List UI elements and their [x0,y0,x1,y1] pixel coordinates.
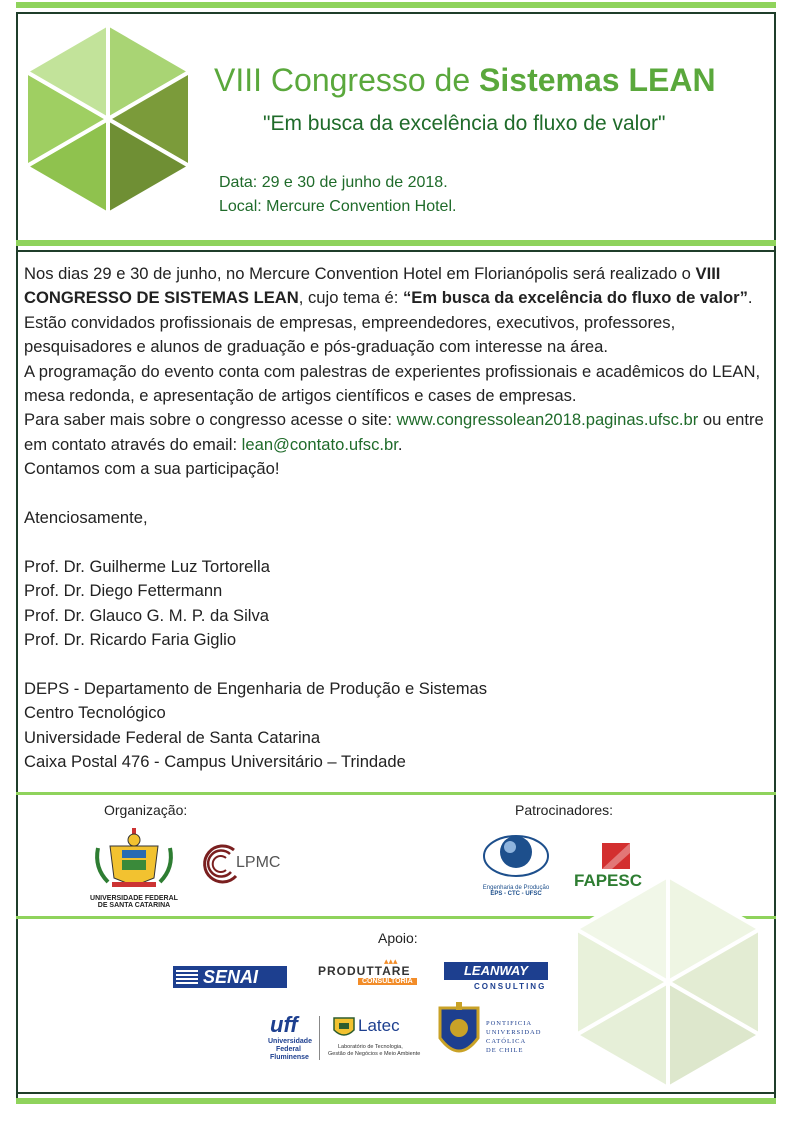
website-link[interactable]: www.congressolean2018.paginas.ufsc.br [396,410,699,430]
top-dark-line [16,12,776,14]
greeting: Atenciosamente, [24,508,148,528]
header-divider-bar [16,240,776,246]
puc-chile-logo [436,1002,546,1064]
latec-sub-2: Gestão de Negócios e Meio Ambiente [328,1051,421,1057]
program-paragraph: A programação do evento conta com palestras de experientes profissionais e acadêmicos do LEAN, mesa redonda, e apresentação de artigos científicos e cases de empresas. [24,361,761,406]
patrocinadores-label: Patrocinadores: [515,802,614,818]
eps-globe-icon [478,830,554,880]
hexagon-watermark [568,872,768,1092]
invite-paragraph: Estão convidados profissionais de empresas, empreendedores, executivos, professores, pesquisadores e alunos de graduação e pós-graduação com interesse na área. [24,312,676,357]
produttare-sub: CONSULTORIA [358,978,417,985]
latec-sub-1: Laboratório de Tecnologia, [338,1044,403,1050]
uff-sub-2: Federal [276,1046,301,1053]
closing-line: Contamos com a sua participação! [24,459,280,479]
ufsc-crest-icon [88,828,180,890]
address-line: Centro Tecnológico [24,703,166,723]
puc-text-1: PONTIFICIA [486,1020,533,1027]
intro-paragraph: Nos dias 29 e 30 de junho, no Mercure Convention Hotel em Florianópolis será realizado o VIII CONGRESSO DE SISTEMAS LEAN, cujo tema é: “Em busca da excelência do fluxo de valor”. [24,264,753,308]
address-line: DEPS - Departamento de Engenharia de Produção e Sistemas [24,678,488,698]
body-divider-bar [16,792,776,795]
senai-stripes-icon [176,970,198,984]
puc-text-3: CATÓLICA [486,1038,527,1045]
fapesc-mark-icon [602,843,630,869]
ufsc-logo [88,828,180,910]
senai-text: SENAI [203,967,259,987]
puc-text-2: UNIVERSIDAD [486,1029,542,1036]
uff-sub-3: Fluminense [270,1054,309,1061]
event-location: Local: Mercure Convention Hotel. [219,198,457,215]
leanway-logo [444,962,552,992]
contact-paragraph: Para saber mais sobre o congresso acesse o site: www.congressolean2018.paginas.ufsc.br ou entre em contato através do email: lean@contato.ufsc.br. [24,410,764,454]
signer: Prof. Dr. Diego Fettermann [24,581,223,601]
uff-text: uff [270,1012,298,1037]
header-divider-line [16,250,776,252]
ufsc-name-2: DE SANTA CATARINA [97,902,171,909]
produttare-logo [318,956,418,986]
latec-shield-icon [332,1016,356,1040]
senai-logo [173,966,287,988]
leanway-text: LEANWAY [444,962,548,980]
signer: Prof. Dr. Guilherme Luz Tortorella [24,556,270,576]
fapesc-logo [574,843,660,891]
address-line: Universidade Federal de Santa Catarina [24,727,321,747]
letter-body [24,262,774,774]
address-line: Caixa Postal 476 - Campus Universitário – Trindade [24,752,406,772]
eps-logo [478,830,554,900]
bottom-dark-line [16,1092,776,1094]
bottom-green-bar [16,1098,776,1104]
uff-latec-divider [319,1016,320,1060]
lpmc-logo [198,840,298,890]
apoio-label: Apoio: [378,930,418,946]
latec-text: Latec [358,1016,400,1035]
event-date: Data: 29 e 30 de junho de 2018. [219,174,448,191]
signer: Prof. Dr. Glauco G. M. P. da Silva [24,605,270,625]
ufsc-name-1: UNIVERSIDADE FEDERAL [90,895,178,902]
lpmc-text: LPMC [236,854,281,871]
page-subtitle: "Em busca da excelência do fluxo de valor" [263,112,666,135]
puc-crest-icon [436,1002,482,1064]
puc-text-4: DE CHILE [486,1047,524,1054]
email-link[interactable]: lean@contato.ufsc.br [241,434,398,454]
latec-logo [326,1014,421,1064]
produttare-text: PRODUTTARE [318,964,411,978]
uff-sub-1: Universidade [268,1038,312,1045]
fapesc-text: FAPESC [574,871,643,890]
organizacao-label: Organização: [104,802,188,818]
page-title: VIII Congresso de Sistemas LEAN [214,62,716,98]
uff-logo [262,1012,322,1062]
eps-text-1: Engenharia de Produção [482,885,550,891]
hexagon-logo [18,20,198,218]
eps-text-2: EPS - CTC - UFSC [490,891,542,897]
signer: Prof. Dr. Ricardo Faria Giglio [24,630,237,650]
leanway-sub: CONSULTING [474,982,547,991]
produttare-arrows-icon: ▴▴▴ [384,956,398,966]
top-green-bar [16,2,776,8]
right-frame-line [774,12,776,1104]
